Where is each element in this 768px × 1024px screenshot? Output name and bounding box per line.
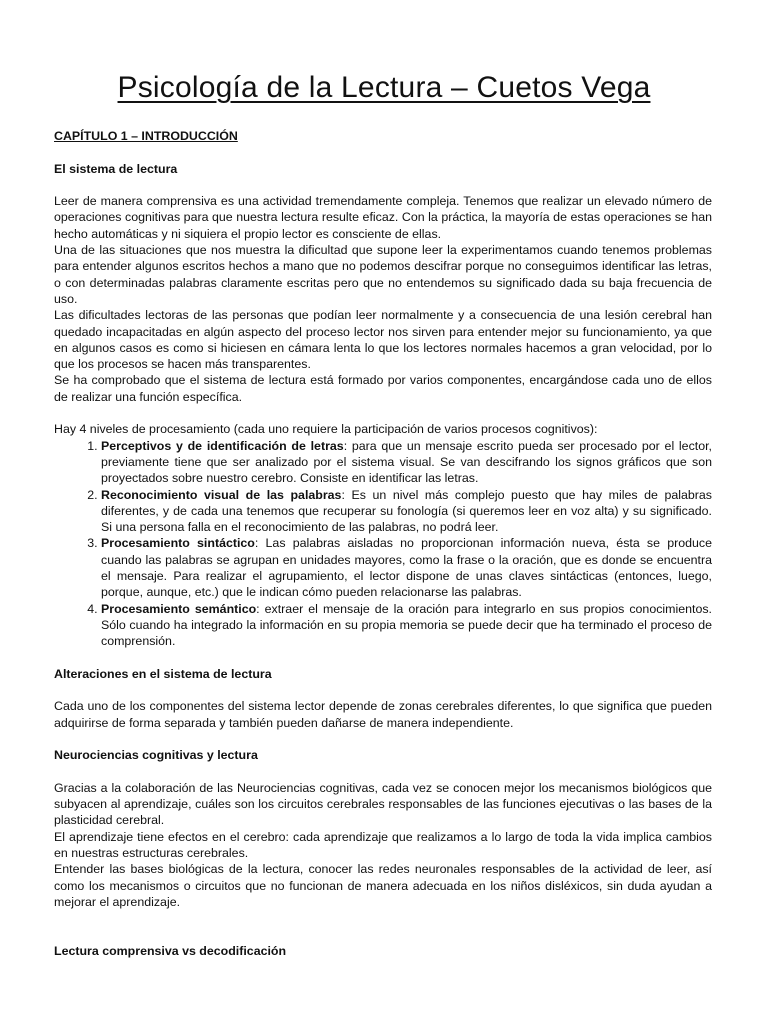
paragraph: Las dificultades lectoras de las personas que podían leer normalmente y a consecuencia de una lesión cerebral han quedado incapacitadas en algún aspecto del proceso lector nos sirven para entender mejor su funcionamiento, ya que en algunos casos es como si hiciesen en cámara lenta lo que los lectores normales hacemos a gran velocidad, por lo que los procesos se hacen más transparentes.	[54, 308, 712, 372]
list-item-term: Procesamiento semántico	[101, 601, 257, 616]
list-item-text: : Las palabras aisladas no proporcionan información nueva, ésta se produce cuando las palabras se agrupan en unidades mayores, como la frase o la oración, que es donde se encuentra el mensaje. Para realizar el agrupamiento, el lector dispone de unas claves sintácticas (entonces, luego, porque, aunque, etc.) que le indican cómo pueden relacionarse las palabras.	[101, 536, 712, 600]
section-heading-lectura-comprensiva: Lectura comprensiva vs decodificación	[54, 943, 287, 958]
list-item	[101, 535, 712, 600]
levels-list	[54, 438, 712, 650]
list-item-text: : Es un nivel más complejo puesto que hay miles de palabras diferentes, y de cada una tenemos que recuperar su fonología (si queremos leer en voz alta) y su significado. Si una persona falla en el reconocimiento de las palabras, no podrá leer.	[101, 487, 712, 535]
paragraph: Se ha comprobado que el sistema de lectura está formado por varios componentes, encargándose cada uno de ellos de realizar una función específica.	[54, 373, 712, 404]
levels-intro: Hay 4 niveles de procesamiento (cada uno requiere la participación de varios procesos cognitivos):	[54, 422, 598, 437]
document-title: Psicología de la Lectura – Cuetos Vega	[117, 71, 651, 104]
list-item	[101, 438, 712, 487]
list-item-text: : para que un mensaje escrito pueda ser procesado por el lector, previamente tiene que ser analizado por el sistema visual. Se van descifrando los signos gráficos que son proyectados sobre nuestro cerebro. Consiste en identificar las letras.	[101, 438, 712, 486]
paragraph: Leer de manera comprensiva es una actividad tremendamente compleja. Tenemos que realizar un elevado número de operaciones cognitivas para que nuestra lectura resulte eficaz. Con la práctica, la mayoría de estas operaciones se han hecho automáticas y ni siquiera el propio lector es consciente de ellas.	[54, 194, 712, 241]
paragraph: El aprendizaje tiene efectos en el cerebro: cada aprendizaje que realizamos a lo largo de toda la vida implica cambios en nuestras estructuras cerebrales.	[54, 829, 712, 861]
paragraph: Entender las bases biológicas de la lectura, conocer las redes neuronales responsables de la actividad de leer, así como los mecanismos o circuitos que no funcionan de manera adecuada en los niños disléxicos, sin duda ayudan a mejorar el aprendizaje.	[54, 862, 712, 909]
paragraph: Una de las situaciones que nos muestra la dificultad que supone leer la experimentamos cuando tenemos problemas para entender algunos escritos hechos a mano que no podemos descifrar porque no conseguimos identificar las letras, o con determinadas palabras claramente escritas pero que no entendemos su significado dada su baja frecuencia de uso.	[54, 243, 712, 306]
list-item-text: : extraer el mensaje de la oración para integrarlo en sus propios conocimientos. Sólo cuando ha integrado la información en su propia memoria se puede decir que ha terminado el proceso de comprensión.	[101, 601, 712, 649]
list-item	[101, 487, 712, 536]
chapter-heading: CAPÍTULO 1 – INTRODUCCIÓN	[54, 129, 238, 143]
section-heading-alteraciones: Alteraciones en el sistema de lectura	[54, 666, 272, 681]
list-item-term: Reconocimiento visual de las palabras	[101, 487, 342, 502]
list-item-term: Perceptivos y de identificación de letras	[101, 438, 344, 453]
list-item	[101, 601, 712, 650]
paragraph: Cada uno de los componentes del sistema lector depende de zonas cerebrales diferentes, lo que significa que pueden adquirirse de forma separada y también pueden dañarse de manera independiente.	[54, 699, 712, 730]
section-heading-neurociencias: Neurociencias cognitivas y lectura	[54, 748, 258, 763]
list-item-term: Procesamiento sintáctico	[101, 536, 255, 551]
section-heading-sistema-lectura: El sistema de lectura	[54, 161, 178, 176]
document-body	[54, 128, 712, 959]
paragraph: Gracias a la colaboración de las Neurociencias cognitivas, cada vez se conocen mejor los mecanismos biológicos que subyacen al aprendizaje, cuáles son los circuitos cerebrales responsables de las funciones ejecutivas o las bases de la plasticidad cerebral.	[54, 780, 712, 828]
